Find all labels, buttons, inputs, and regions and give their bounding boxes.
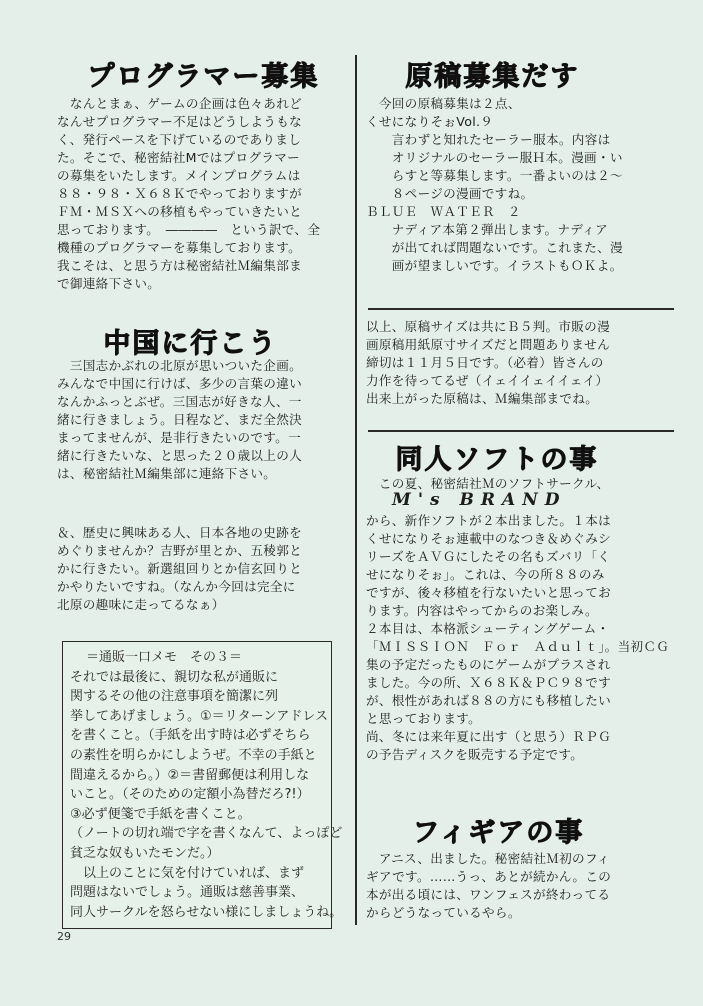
text-line: と思っております。	[366, 711, 482, 726]
text-line: リーズをＡＶＧにしたその名もズバリ「く	[366, 549, 611, 564]
text-line: ました。今の所、Ｘ６８Ｋ＆ＰＣ９８です	[366, 675, 611, 690]
text-line: この夏、秘密結社Ｍのソフトサークル、	[366, 476, 610, 491]
memo-line: 間違えるから。）②＝書留郵便は利用しな	[70, 767, 310, 783]
manuscripts-heading: 原稿募集だす	[405, 61, 579, 92]
text-line: めぐりませんか？吉野が里とか、五稜郭と	[57, 543, 302, 558]
text-line: からどうなっているやら。	[366, 905, 521, 920]
text-line: 北原の趣味に走ってるなぁ）	[57, 597, 225, 612]
china-text	[57, 357, 302, 483]
text-line: 以上、原稿サイズは共にＢ５判。市販の漫	[366, 319, 610, 334]
memo-line: を書くこと。（手紙を出す時は必ずそちら	[70, 728, 311, 744]
section-divider-soft	[368, 430, 674, 432]
text-line: 画原稿用紙原寸サイズだと問題ありません	[366, 337, 610, 352]
manuscripts-text	[366, 95, 623, 275]
text-line: 機種のプログラマーを募集しております。	[57, 240, 301, 255]
section-divider-manuscripts	[368, 308, 674, 310]
text-line: ８８・９８・Ｘ６８Ｋでやっておりますが	[57, 186, 302, 201]
memo-line: 問題はないでしょう。通販は慈善事業、	[70, 885, 305, 901]
text-line: 画が望ましいです。イラストもＯＫよ。	[366, 258, 623, 273]
mail-order-memo	[70, 648, 342, 922]
text-line: 三国志かぶれの北原が思いついた企画。	[57, 358, 302, 373]
memo-line: 以上のことに気を付けていれば、まず	[70, 865, 305, 881]
text-line: く、発行ペースを下げているのでありまし	[57, 132, 302, 147]
programmer-text	[57, 95, 320, 293]
column-divider	[355, 55, 357, 925]
programmer-heading: プログラマー募集	[87, 61, 319, 92]
text-line: ナディア本第２弾出します。ナディア	[366, 222, 608, 237]
text-line: ギアです。……うっ、あとが続かん。この	[366, 869, 612, 884]
memo-line: ③必ず便箋で手紙を書くこと。	[70, 806, 251, 822]
text-line: ですが、後々移植を行ないたいと思ってお	[366, 585, 611, 600]
text-line: が、根性があれば８８の方にも移植したい	[366, 693, 611, 708]
brand-name: M's BRAND	[392, 490, 567, 510]
text-line: せになりそぉ」。これは、今の所８８のみ	[366, 567, 605, 582]
text-line: 締切は１１月５日です。（必着）皆さんの	[366, 355, 604, 370]
history-text	[57, 524, 302, 614]
memo-title: ＝通販一口メモ その３＝	[86, 650, 243, 665]
text-line: 緒に行きたいな、と思った２０歳以上の人	[57, 448, 302, 463]
text-line: なんとまぁ、ゲームの企画は色々あれど	[57, 96, 302, 111]
text-line: で御連絡下さい。	[57, 276, 161, 291]
text-line: みんなで中国に行けば、多少の言葉の違い	[57, 376, 302, 391]
text-line: 「ＭＩＳＳＩＯＮ Ｆｏｒ Ａｄｕｌｔ」。当初ＣＧ	[366, 639, 670, 654]
text-line: まってませんが、是非行きたいのです。一	[57, 430, 301, 445]
memo-line: 同人サークルを怒らせない様にしましょうね。	[70, 904, 343, 920]
text-line: た。そこで、秘密結社Mではプログラマー	[57, 150, 301, 165]
china-heading: 中国に行こう	[103, 328, 277, 359]
text-line: 言わずと知れたセーラー服本。内容は	[366, 132, 611, 147]
text-line: 集の予定だったものにゲームがプラスされ	[366, 657, 611, 672]
text-line: らすと等募集します。一番よいのは２～	[366, 168, 623, 183]
text-line: かやりたいですね。（なんか今回は完全に	[57, 579, 296, 594]
text-line: は、秘密結社Ｍ編集部に連絡下さい。	[57, 466, 277, 481]
text-line: くせになりそぉVol.９	[366, 114, 494, 129]
text-line: ります。内容はやってからのお楽しみ。	[366, 603, 598, 618]
text-line: 出来上がった原稿は、Ｍ編集部までね。	[366, 391, 599, 406]
text-line: 緒に行きましょう。日程など、まだ全然決	[57, 412, 302, 427]
text-line: アニス、出ました。秘密結社Ｍ初のフィ	[366, 851, 610, 866]
text-line: 我こそは、と思う方は秘密結社Ｍ編集部ま	[57, 258, 302, 273]
text-line: かに行きたい。新選組回りとか信玄回りと	[57, 561, 302, 576]
text-line: オリジナルのセーラー服Ｈ本。漫画・い	[366, 150, 623, 165]
page-number: 29	[57, 930, 71, 943]
memo-line: （ノートの切れ端で字を書くなんて、よっぽど	[70, 826, 343, 842]
memo-line: 貧乏な奴もいたモンだ。）	[70, 845, 220, 861]
text-line: 思っております。 ―――― という訳で、全	[57, 222, 321, 237]
text-line: なんかふっとぶぜ。三国志が好きな人、一	[57, 394, 302, 409]
text-line: 本が出る頃には、ワンフェスが終わってる	[366, 887, 611, 902]
text-line: ＆、歴史に興味ある人、日本各地の史跡を	[57, 525, 302, 540]
text-line: なんせプログラマー不足はどうしようもな	[57, 114, 302, 129]
text-line: の募集をいたします。メインプログラムは	[57, 168, 301, 183]
memo-line: いこと。（そのための定額小為替だろ?!）	[70, 787, 310, 803]
text-line: 尚、冬には来年夏に出す（と思う）ＲＰＧ	[366, 729, 611, 744]
text-line: ８ページの漫画ですね。	[366, 186, 534, 201]
text-line: が出てれば問題ないです。これまた、漫	[366, 240, 623, 255]
manuscripts-notes	[366, 318, 610, 408]
soft-text	[366, 512, 669, 764]
figure-text	[366, 850, 611, 922]
soft-heading: 同人ソフトの事	[395, 444, 598, 475]
text-line: の予告ディスクを販売する予定です。	[366, 747, 584, 762]
text-line: ２本目は、本格派シューティングゲーム・	[366, 621, 610, 636]
text-line: 力作を待ってるぜ（イェイイェイイェイ）	[366, 373, 609, 388]
memo-line: の素性を明らかにしようぜ。不幸の手紙と	[70, 747, 317, 763]
text-line: くせになりそぉ連載中のなつき＆めぐみシ	[366, 531, 611, 546]
figure-heading: フィギアの事	[412, 817, 584, 848]
text-line: ＦＭ・ＭＳＸへの移植もやっていきたいと	[57, 204, 302, 219]
text-line: から、新作ソフトが２本出ました。１本は	[366, 513, 611, 528]
memo-line: 関するその他の注意事項を簡潔に列	[70, 689, 279, 705]
text-line: ＢＬＵＥ ＷＡＴＥＲ ２	[366, 204, 521, 219]
memo-line: 挙してあげましょう。①＝リターンアドレス	[70, 708, 329, 724]
memo-line: それでは最後に、親切な私が通販に	[70, 669, 279, 685]
text-line: 今回の原稿募集は２点、	[366, 96, 521, 111]
